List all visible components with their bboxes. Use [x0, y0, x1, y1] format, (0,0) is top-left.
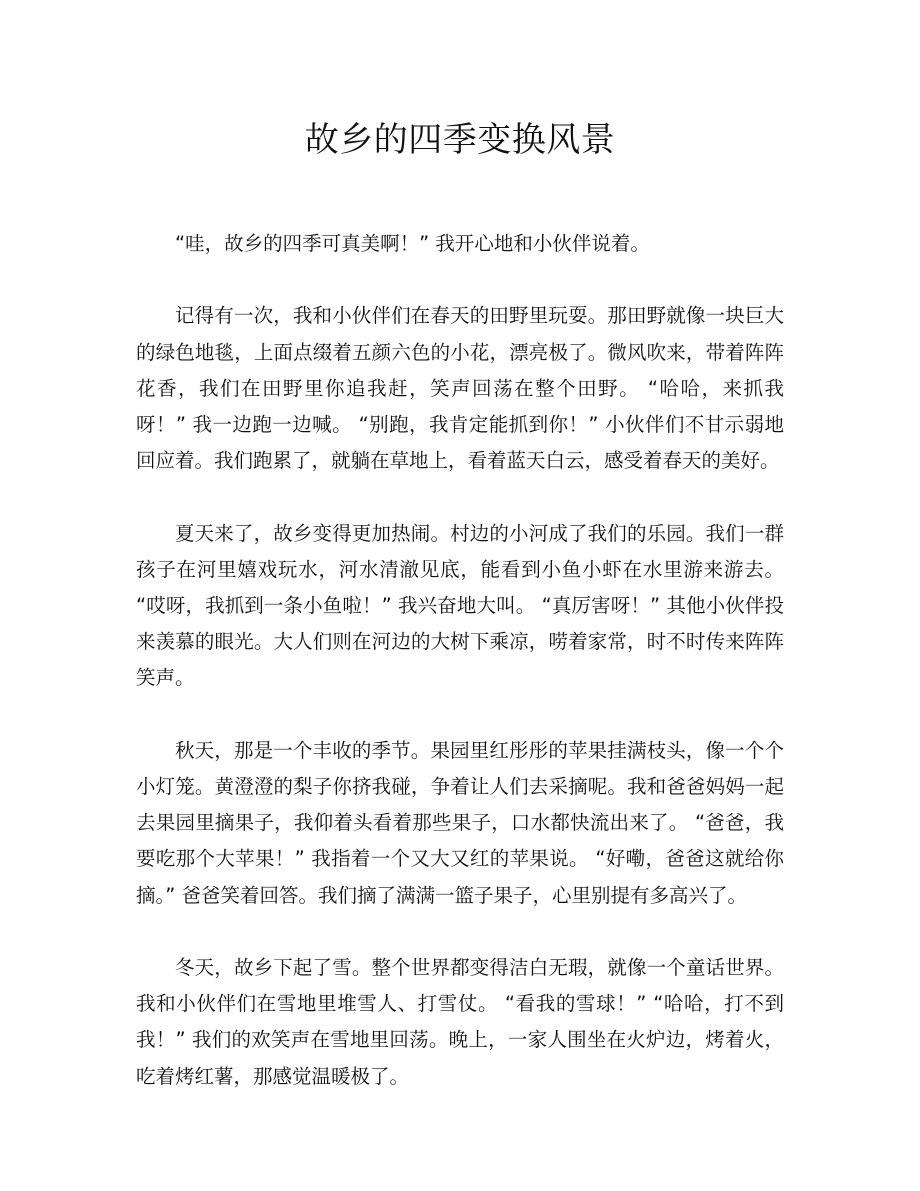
document-body: [136, 226, 791, 1095]
paragraph-gap: [136, 262, 784, 298]
paragraph-winter: 冬天，故乡下起了雪。整个世界都变得洁白无瑕，就像一个童话世界。我和小伙伴们在雪地里堆雪人、打雪仗。 “看我的雪球！” “哈哈，打不到我！” 我们的欢笑声在雪地里回荡。晚上，一家人围坐在火炉边，烤着火，吃着烤红薯，那感觉温暖极了。: [136, 956, 784, 1088]
paragraph-gap: [136, 697, 784, 733]
paragraph-gap: [136, 914, 784, 950]
paragraph-gap: [136, 479, 784, 515]
paragraph-intro: “哇，故乡的四季可真美啊！” 我开心地和小伙伴说着。: [175, 232, 650, 255]
paragraph-autumn: 秋天，那是一个丰收的季节。果园里红彤彤的苹果挂满枝头，像一个个小灯笼。黄澄澄的梨子你挤我碰，争着让人们去采摘呢。我和爸爸妈妈一起去果园里摘果子，我仰着头看着那些果子，口水都快流出来了。 “爸爸，我要吃那个大苹果！” 我指着一个又大又红的苹果说。 “好嘞，爸爸这就给你摘。” 爸爸笑着回答。我们摘了满满一篮子果子，心里别提有多高兴了。: [136, 738, 784, 907]
paragraph-summer: 夏天来了，故乡变得更加热闹。村边的小河成了我们的乐园。我们一群孩子在河里嬉戏玩水，河水清澈见底，能看到小鱼小虾在水里游来游去。 “哎呀，我抓到一条小鱼啦！” 我兴奋地大叫。 “真厉害呀！” 其他小伙伴投来羡慕的眼光。大人们则在河边的大树下乘凉，唠着家常，时不时传来阵阵笑声。: [136, 521, 791, 690]
document-title: 故乡的四季变换风景: [304, 120, 616, 160]
paragraph-spring: 记得有一次，我和小伙伴们在春天的田野里玩耍。那田野就像一块巨大的绿色地毯，上面点缀着五颜六色的小花，漂亮极了。微风吹来，带着阵阵花香，我们在田野里你追我赶，笑声回荡在整个田野。 “哈哈，来抓我呀！” 我一边跑一边喊。 “别跑，我肯定能抓到你！” 小伙伴们不甘示弱地回应着。我们跑累了，就躺在草地上，看着蓝天白云，感受着春天的美好。: [136, 304, 784, 473]
